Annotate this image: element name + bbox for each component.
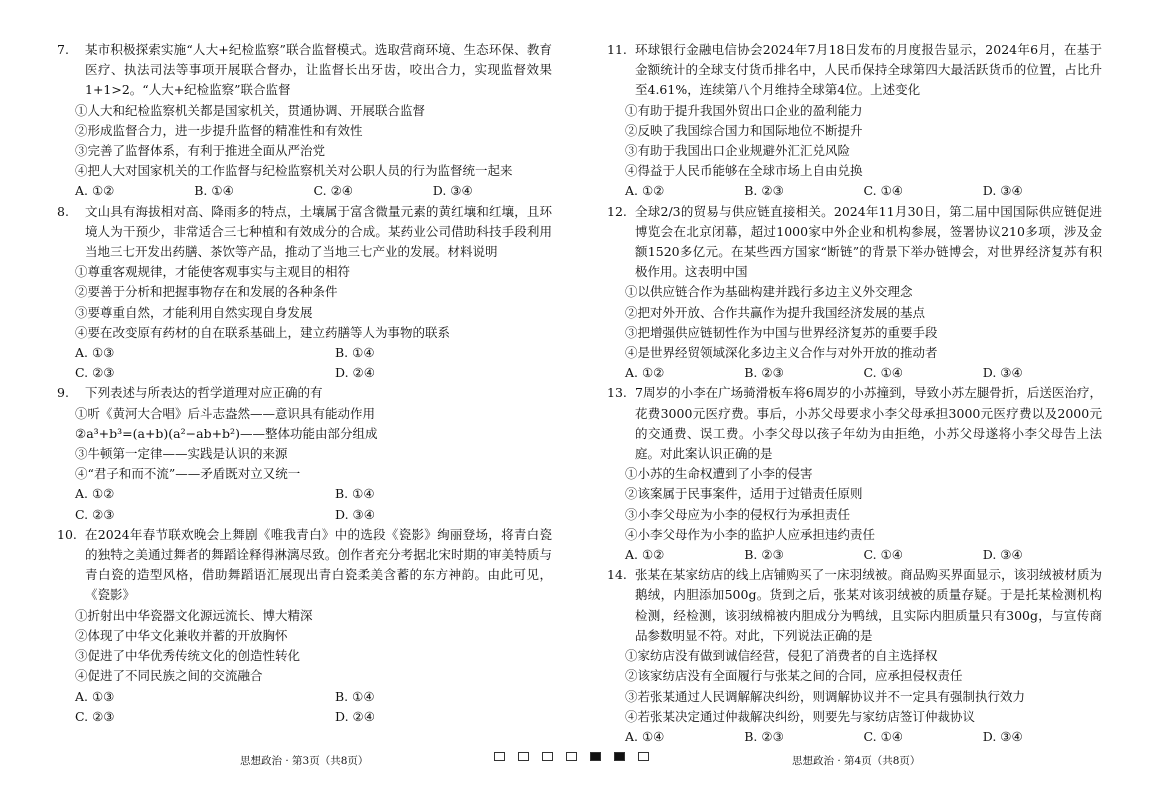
page-square: [590, 752, 601, 761]
option-b: B. ①④: [194, 183, 234, 199]
statement: ①折射出中华瓷器文化源远流长、博大精深: [75, 607, 313, 623]
statement: ④把人大对国家机关的工作监督与纪检监察机关对公职人员的行为监督统一起来: [75, 163, 513, 179]
option-c: C. ②③: [75, 365, 115, 381]
option-d: D. ③④: [982, 728, 1023, 744]
option-a: A. ①②: [75, 486, 115, 502]
question-text: 环球银行金融电信协会2024年7月18日发布的月度报告显示，2024年6月，在基于金额统计的全球支付货币排名中，人民币保持全球第四大最活跃货币的位置，占比升至4.61%，连续第八个月维持全球第4位。上述变化: [635, 42, 1102, 98]
question-text: 在2024年春节联欢晚会上舞剧《唯我青白》中的选段《瓷影》绚丽登场，将青白瓷的独特之美通过舞者的舞蹈诠释得淋漓尽致。创作者充分考据北宋时期的审美特质与青白瓷的造型风格，借助舞蹈语汇展现出青白瓷柔美含蓄的东方神韵。由此可见，《瓷影》: [85, 526, 552, 603]
statement: ①家纺店没有做到诚信经营，侵犯了消费者的自主选择权: [625, 648, 938, 664]
statement: ④若张某决定通过仲裁解决纠纷，则要先与家纺店签订仲裁协议: [625, 708, 976, 724]
question-11: [607, 40, 1102, 202]
option-c: C. ①④: [863, 183, 903, 199]
option-b: B. ①④: [335, 486, 375, 502]
statement: ④是世界经贸领域深化多边主义合作与对外开放的推动者: [625, 345, 938, 361]
question-number: 13.: [607, 385, 627, 401]
option-a: A. ①④: [625, 728, 665, 744]
question-number: 14.: [607, 567, 627, 583]
option-d: D. ②④: [335, 365, 375, 381]
option-b: B. ②③: [744, 547, 784, 563]
option-a: A. ①②: [625, 547, 665, 563]
page-square: [614, 752, 625, 761]
question-number: 9.: [57, 385, 69, 401]
page-square: [518, 752, 529, 761]
statement: ③完善了监督体系，有利于推进全面从严治党: [75, 143, 326, 159]
statement: ④促进了不同民族之间的交流融合: [75, 668, 263, 684]
statement: ③小李父母应为小李的侵权行为承担责任: [625, 506, 851, 522]
options-row: [625, 545, 1102, 565]
question-8: [57, 202, 552, 384]
statement: ①以供应链合作为基础构建并践行多边主义外交理念: [625, 284, 913, 300]
page-square: [494, 752, 505, 761]
statement: ①人大和纪检监察机关都是国家机关，贯通协调、开展联合监督: [75, 102, 426, 118]
statement: ①有助于提升我国外贸出口企业的盈利能力: [625, 102, 863, 118]
page-footer-left: 思想政治 · 第3页（共8页）: [240, 755, 369, 767]
statement: ③要尊重自然，才能利用自然实现自身发展: [75, 304, 313, 320]
statement: ④得益于人民币能够在全球市场上自由兑换: [625, 163, 863, 179]
page-square: [566, 752, 577, 761]
option-b: B. ②③: [744, 183, 784, 199]
page-footer-right: 思想政治 · 第4页（共8页）: [792, 755, 921, 767]
statement: ①听《黄河大合唱》后斗志盎然——意识具有能动作用: [75, 405, 376, 421]
question-text: 全球2/3的贸易与供应链直接相关。2024年11月30日，第二届中国国际供应链促进博览会在北京闭幕，超过1000家中外企业和机构参展，签署协议210多项，涉及金额1520多亿元。在某些西方国家“断链”的背景下举办链博会，对世界经济复苏有积极作用。这表明中国: [635, 203, 1102, 280]
question-13: [607, 383, 1102, 565]
question-number: 8.: [57, 203, 69, 219]
option-d: D. ②④: [335, 708, 375, 724]
option-b: B. ②③: [744, 728, 784, 744]
statement: ④“君子和而不流”——矛盾既对立又统一: [75, 466, 301, 482]
option-d: D. ③④: [432, 183, 473, 199]
option-b: B. ①④: [335, 345, 375, 361]
statement: ②要善于分析和把握事物存在和发展的各种条件: [75, 284, 338, 300]
option-d: D. ③④: [982, 547, 1023, 563]
options-row: [75, 181, 552, 201]
options-row: [625, 727, 1102, 747]
question-text: 文山具有海拔相对高、降雨多的特点，土壤属于富含微量元素的黄红壤和红壤，且环境人为干预少，非常适合三七种植和有效成分的合成。某药业公司借助科技手段利用当地三七开发出药膳、茶饮等产品，推动了当地三七产业的发展。材料说明: [85, 203, 552, 260]
option-a: A. ①③: [75, 345, 115, 361]
statement: ③促进了中华优秀传统文化的创造性转化: [75, 648, 301, 664]
statement: ③把增强供应链韧性作为中国与世界经济复苏的重要手段: [625, 324, 938, 340]
right-column: [607, 40, 1102, 747]
statement: ①小苏的生命权遭到了小李的侵害: [625, 466, 813, 482]
question-12: [607, 202, 1102, 384]
statement: ②该案属于民事案件，适用于过错责任原则: [625, 486, 863, 502]
option-a: A. ①②: [625, 365, 665, 381]
option-c: C. ②④: [313, 183, 353, 199]
question-number: 12.: [607, 203, 627, 219]
question-number: 10.: [57, 526, 77, 542]
option-b: B. ②③: [744, 365, 784, 381]
option-d: D. ③④: [982, 183, 1023, 199]
option-a: A. ①②: [625, 183, 665, 199]
question-10: [57, 525, 552, 727]
statement: ③若张某通过人民调解解决纠纷，则调解协议并不一定具有强制执行效力: [625, 688, 1026, 704]
question-text: 张某在某家纺店的线上店铺购买了一床羽绒被。商品购买界面显示，该羽绒被材质为鹅绒，内胆添加500g。货到之后，张某对该羽绒被的质量存疑。于是托某检测机构检测，经检测，该羽绒棉被内胆成分为鸭绒，且实际内胆质量只有300g，与宣传商品参数明显不符。对此，下列说法正确的是: [635, 567, 1102, 643]
option-b: B. ①④: [335, 688, 375, 704]
option-d: D. ③④: [335, 506, 375, 522]
statement: ②把对外开放、合作共赢作为提升我国经济发展的基点: [625, 304, 926, 320]
statement: ④小李父母作为小李的监护人应承担违约责任: [625, 526, 876, 542]
option-c: C. ②③: [75, 506, 115, 522]
question-7: [57, 40, 552, 202]
statement: ③牛顿第一定律——实践是认识的来源: [75, 446, 288, 462]
option-a: A. ①③: [75, 688, 115, 704]
statement: ③有助于我国出口企业规避外汇汇兑风险: [625, 143, 851, 159]
statement: ②该家纺店没有全面履行与张某之间的合同，应承担侵权责任: [625, 668, 963, 684]
options-grid: [75, 687, 552, 727]
question-number: 11.: [607, 42, 627, 57]
statement: ①尊重客观规律，才能使客观事实与主观目的相符: [75, 264, 351, 280]
option-c: C. ①④: [863, 365, 903, 381]
statement: ②体现了中华文化兼收并蓄的开放胸怀: [75, 627, 288, 643]
question-number: 7.: [57, 42, 69, 57]
statement: ②反映了我国综合国力和国际地位不断提升: [625, 122, 863, 138]
page-indicator: [494, 752, 649, 761]
question-text: 7周岁的小李在广场骑滑板车将6周岁的小苏撞到，导致小苏左腿骨折，后送医治疗，花费3000元医疗费。事后，小苏父母要求小李父母承担3000元医疗费以及2000元的交通费、误工费。小李父母以孩子年幼为由拒绝，小苏父母遂将小李父母告上法庭。对此案认识正确的是: [635, 385, 1102, 462]
option-c: C. ①④: [863, 728, 903, 744]
option-c: C. ①④: [863, 547, 903, 563]
option-d: D. ③④: [982, 365, 1023, 381]
left-column: [57, 40, 552, 727]
page-square: [542, 752, 553, 761]
option-a: A. ①②: [75, 183, 115, 199]
question-text: 某市积极探索实施“人大+纪检监察”联合监督模式。选取营商环境、生态环保、教育医疗、执法司法等事项开展联合督办，让监督长出牙齿，咬出合力，实现监督效果1+1>2。“人大+纪检监察”联合监督: [85, 42, 552, 98]
page-square: [638, 752, 649, 761]
options-grid: [75, 343, 552, 383]
question-9: [57, 383, 552, 524]
options-row: [625, 363, 1102, 383]
option-c: C. ②③: [75, 708, 115, 724]
statement: ②形成监督合力，进一步提升监督的精准性和有效性: [75, 122, 363, 138]
statement: ④要在改变原有药材的自在联系基础上，建立药膳等人为事物的联系: [75, 324, 451, 340]
question-14: [607, 565, 1102, 747]
statement: ②a³+b³=(a+b)(a²−ab+b²)——整体功能由部分组成: [75, 425, 378, 441]
question-text: 下列表述与所表达的哲学道理对应正确的有: [85, 385, 323, 401]
options-grid: [75, 484, 552, 524]
options-row: [625, 181, 1102, 201]
